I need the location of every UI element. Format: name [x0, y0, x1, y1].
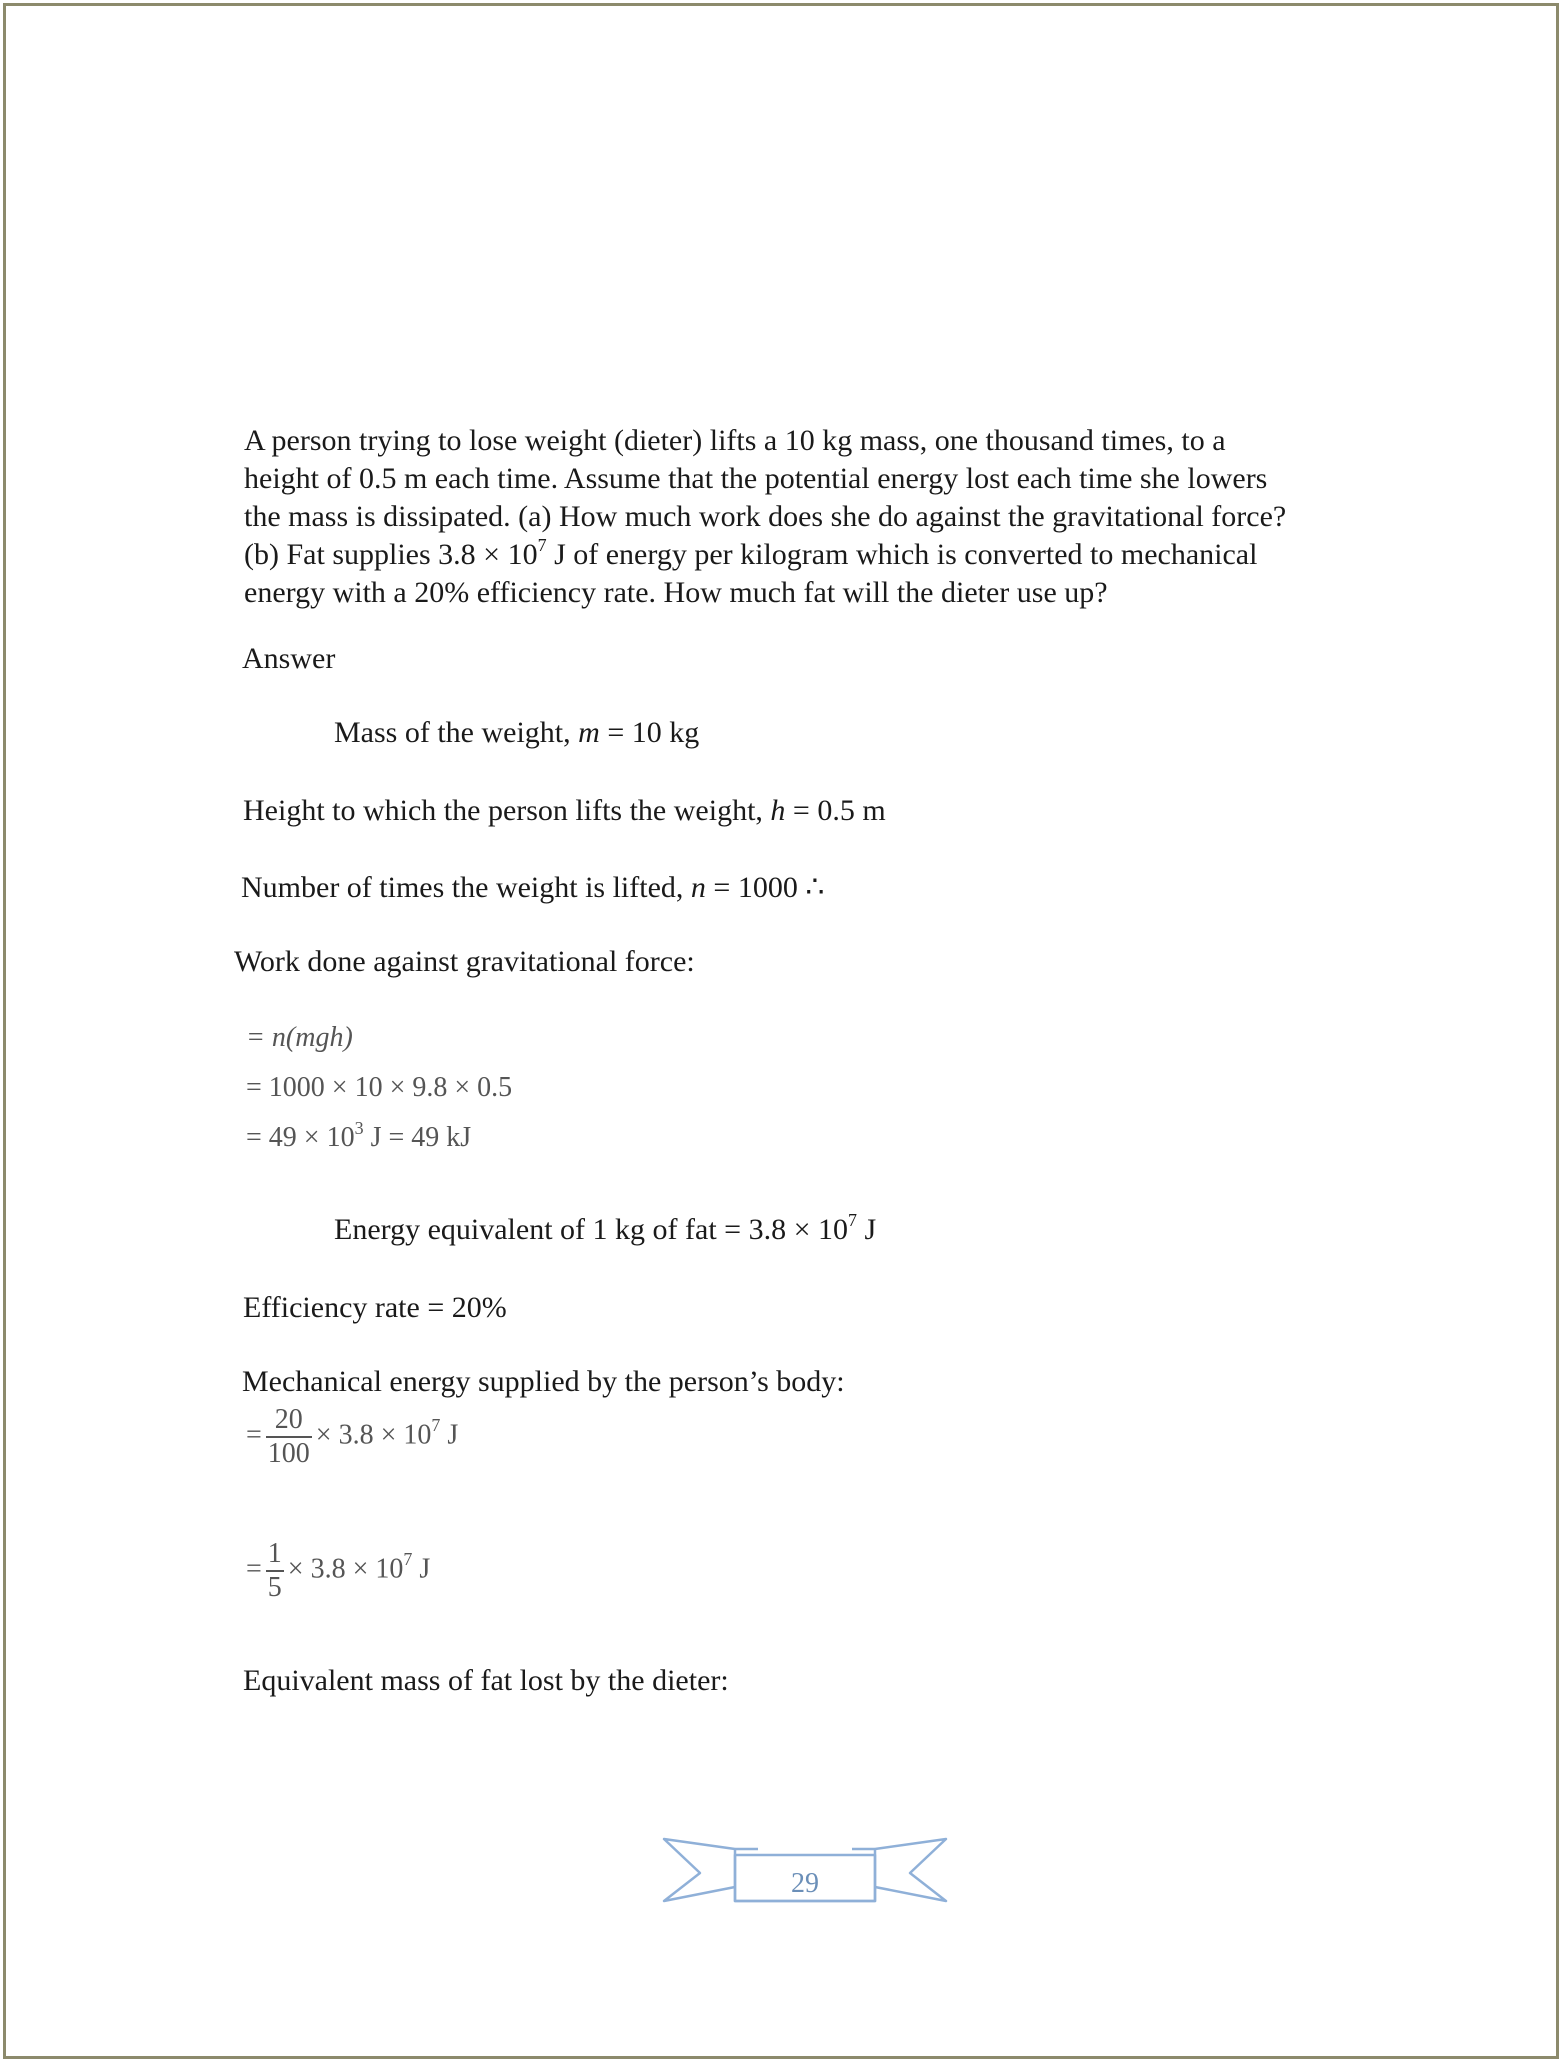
problem-line: A person trying to lose weight (dieter) lifts a 10 kg mass, one thousand times, to a: [244, 424, 1226, 457]
fraction: $\frac{1}{5}$: [267, 1538, 282, 1603]
problem-line: energy with a 20% efficiency rate. How much fat will the dieter use up?: [244, 576, 1108, 609]
fraction: $\frac{20}{100}$: [267, 1404, 310, 1469]
work-equation-1: = n(mgh): [246, 1022, 353, 1053]
page-number: 29: [791, 1868, 819, 1899]
fat-energy-line: Energy equivalent of 1 kg of fat = $3.8 \times 10^7$ J: [334, 1210, 877, 1246]
mechanical-energy-heading: Mechanical energy supplied by the person’s body:: [242, 1365, 845, 1398]
work-equation-3: = $49 \times 10^3$ J = 49 kJ: [246, 1117, 472, 1153]
mechanical-equation-1: = $\frac{20}{100}$ × $3.8 \times 10^7$ J: [246, 1404, 459, 1469]
problem-statement: [244, 422, 1384, 612]
efficiency-line: Efficiency rate = 20%: [243, 1291, 507, 1324]
height-line: Height to which the person lifts the weight, h = 0.5 m: [243, 794, 886, 827]
problem-line: height of 0.5 m each time. Assume that the potential energy lost each time she lowers: [244, 462, 1268, 495]
problem-line: the mass is dissipated. (a) How much work does she do against the gravitational force?: [244, 500, 1287, 533]
work-heading: Work done against gravitational force:: [234, 945, 695, 978]
mechanical-equation-2: = $\frac{1}{5}$ × $3.8 \times 10^7$ J: [246, 1538, 431, 1603]
answer-heading: Answer: [242, 642, 336, 675]
problem-line: (b) Fat supplies $3.8 \times 10^7$ J of energy per kilogram which is converted to mechanical: [244, 535, 1258, 571]
fat-mass-heading: Equivalent mass of fat lost by the dieter:: [243, 1664, 729, 1697]
mass-line: Mass of the weight, m = 10 kg: [334, 716, 700, 749]
page-frame: [3, 3, 1559, 2059]
work-equation-2: = 1000 × 10 × 9.8 × 0.5: [246, 1072, 513, 1103]
count-line: Number of times the weight is lifted, n = 1000 ∴: [241, 871, 825, 904]
